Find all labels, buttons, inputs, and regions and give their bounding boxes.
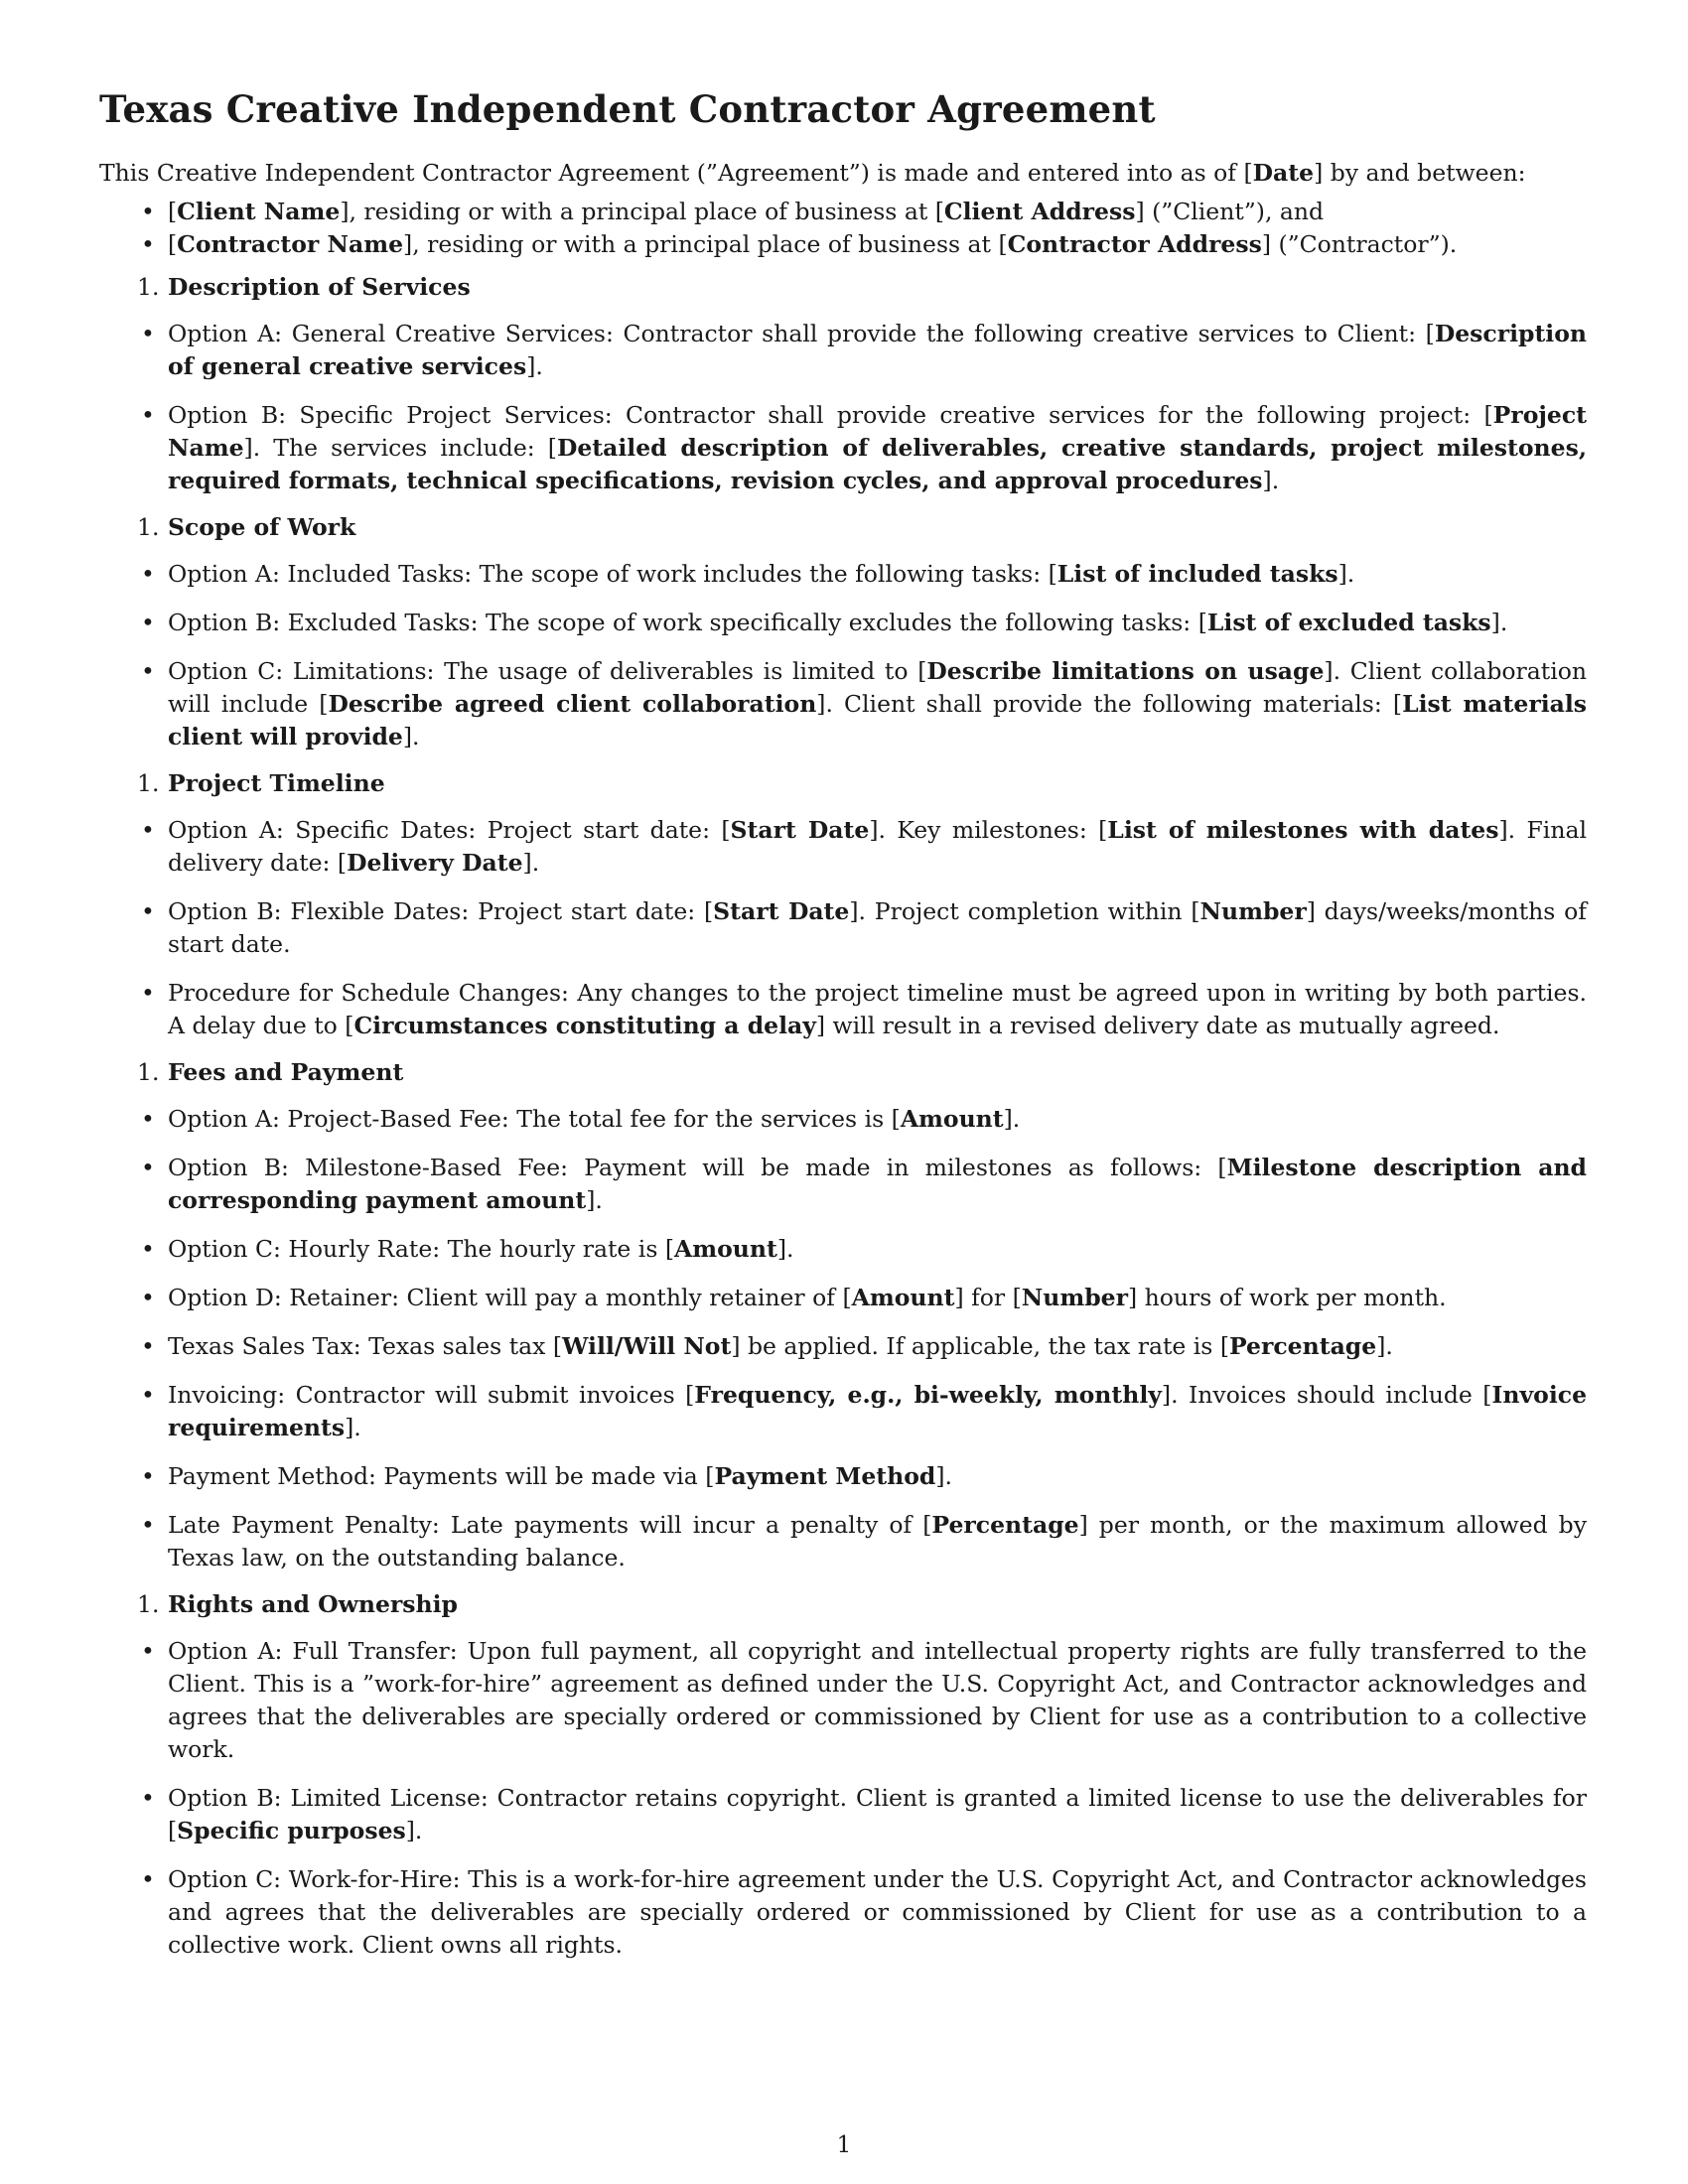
date-placeholder: Date <box>1252 159 1315 188</box>
list-item: • Option B: Excluded Tasks: The scope of work specifically excludes the following tasks: [List of excluded tasks]. <box>99 607 1587 639</box>
client-address-placeholder: Client Address <box>943 198 1136 226</box>
list-item: • Option C: Work-for-Hire: This is a work-for-hire agreement under the U.S. Copyright Act, and Contractor acknowledges and agrees that the deliverables are specially ordered or commissioned by Client for use as a contribution to a collective work. Client owns all rights. <box>99 1863 1587 1962</box>
contractor-address-placeholder: Contractor Address <box>1007 230 1262 259</box>
list-item: • Option B: Limited License: Contractor retains copyright. Client is granted a limited license to use the deliverables for [Specific purposes]. <box>99 1782 1587 1847</box>
list-item: • Option C: Hourly Rate: The hourly rate is [Amount]. <box>99 1233 1587 1266</box>
list-item: • Invoicing: Contractor will submit invoices [Frequency, e.g., bi-weekly, monthly]. Invoices should include [Invoice requirements]. <box>99 1379 1587 1444</box>
list-item: • Procedure for Schedule Changes: Any changes to the project timeline must be agreed upon in writing by both parties. A delay due to [Circumstances constituting a delay] will result in a revised delivery date as mutually agreed. <box>99 977 1587 1042</box>
list-item: • Payment Method: Payments will be made via [Payment Method]. <box>99 1460 1587 1493</box>
section-list-fees-and-payment <box>99 1103 1587 1574</box>
intro-paragraph: This Creative Independent Contractor Agreement (”Agreement”) is made and entered into as of [Date] by and between: <box>99 159 1526 188</box>
section-heading-fees-and-payment: 1. Fees and Payment <box>137 1058 404 1087</box>
section-list-project-timeline <box>99 814 1587 1042</box>
section-heading-scope-of-work: 1. Scope of Work <box>137 513 356 542</box>
list-item: • Option A: Specific Dates: Project start date: [Start Date]. Key milestones: [List of milestones with dates]. Final delivery date: [Delivery Date]. <box>99 814 1587 880</box>
list-item: • Late Payment Penalty: Late payments will incur a penalty of [Percentage] per month, or the maximum allowed by Texas law, on the outstanding balance. <box>99 1509 1587 1574</box>
client-name-placeholder: Client Name <box>177 198 341 226</box>
page-number: 1 <box>836 2132 852 2158</box>
list-item: • Option B: Specific Project Services: Contractor shall provide creative services for the following project: [Project Name]. The services include: [Detailed description of deliverables, creative standards, project milestones, required formats, technical specifications, revision cycles, and approval procedures]. <box>99 399 1587 497</box>
parties-list <box>99 196 1587 261</box>
list-item: • Option B: Flexible Dates: Project start date: [Start Date]. Project completion within [Number] days/weeks/months of start date. <box>99 895 1587 961</box>
list-item: • Option A: Full Transfer: Upon full payment, all copyright and intellectual property rights are fully transferred to the Client. This is a ”work-for-hire” agreement as defined under the U.S. Copyright Act, and Contractor acknowledges and agrees that the deliverables are specially ordered or commissioned by Client for use as a contribution to a collective work. <box>99 1635 1587 1766</box>
list-item: • Option C: Limitations: The usage of deliverables is limited to [Describe limitations on usage]. Client collaboration will include [Describe agreed client collaboration]. Client shall provide the following materials: [List materials client will provide]. <box>99 655 1587 753</box>
contractor-name-placeholder: Contractor Name <box>177 230 404 259</box>
list-item: • Option D: Retainer: Client will pay a monthly retainer of [Amount] for [Number] hours of work per month. <box>99 1282 1587 1314</box>
document-page <box>99 87 1587 1976</box>
list-item: • Option A: Project-Based Fee: The total fee for the services is [Amount]. <box>99 1103 1587 1136</box>
list-item: • Option A: General Creative Services: Contractor shall provide the following creative services to Client: [Description of general creative services]. <box>99 318 1587 383</box>
party-client: • [Client Name], residing or with a principal place of business at [Client Address] (”Client”), and <box>99 196 1587 228</box>
party-contractor: • [Contractor Name], residing or with a principal place of business at [Contractor Address] (”Contractor”). <box>99 228 1587 261</box>
list-item: • Texas Sales Tax: Texas sales tax [Will/Will Not] be applied. If applicable, the tax rate is [Percentage]. <box>99 1330 1587 1363</box>
list-item: • Option B: Milestone-Based Fee: Payment will be made in milestones as follows: [Milestone description and corresponding payment amount]. <box>99 1152 1587 1217</box>
section-list-scope-of-work <box>99 558 1587 753</box>
section-heading-rights-and-ownership: 1. Rights and Ownership <box>137 1590 458 1619</box>
section-list-description-of-services <box>99 318 1587 497</box>
section-list-rights-and-ownership <box>99 1635 1587 1962</box>
document-title: Texas Creative Independent Contractor Agreement <box>99 87 1156 131</box>
section-heading-description-of-services: 1. Description of Services <box>137 273 471 302</box>
section-heading-project-timeline: 1. Project Timeline <box>137 769 385 798</box>
list-item: • Option A: Included Tasks: The scope of work includes the following tasks: [List of included tasks]. <box>99 558 1587 591</box>
